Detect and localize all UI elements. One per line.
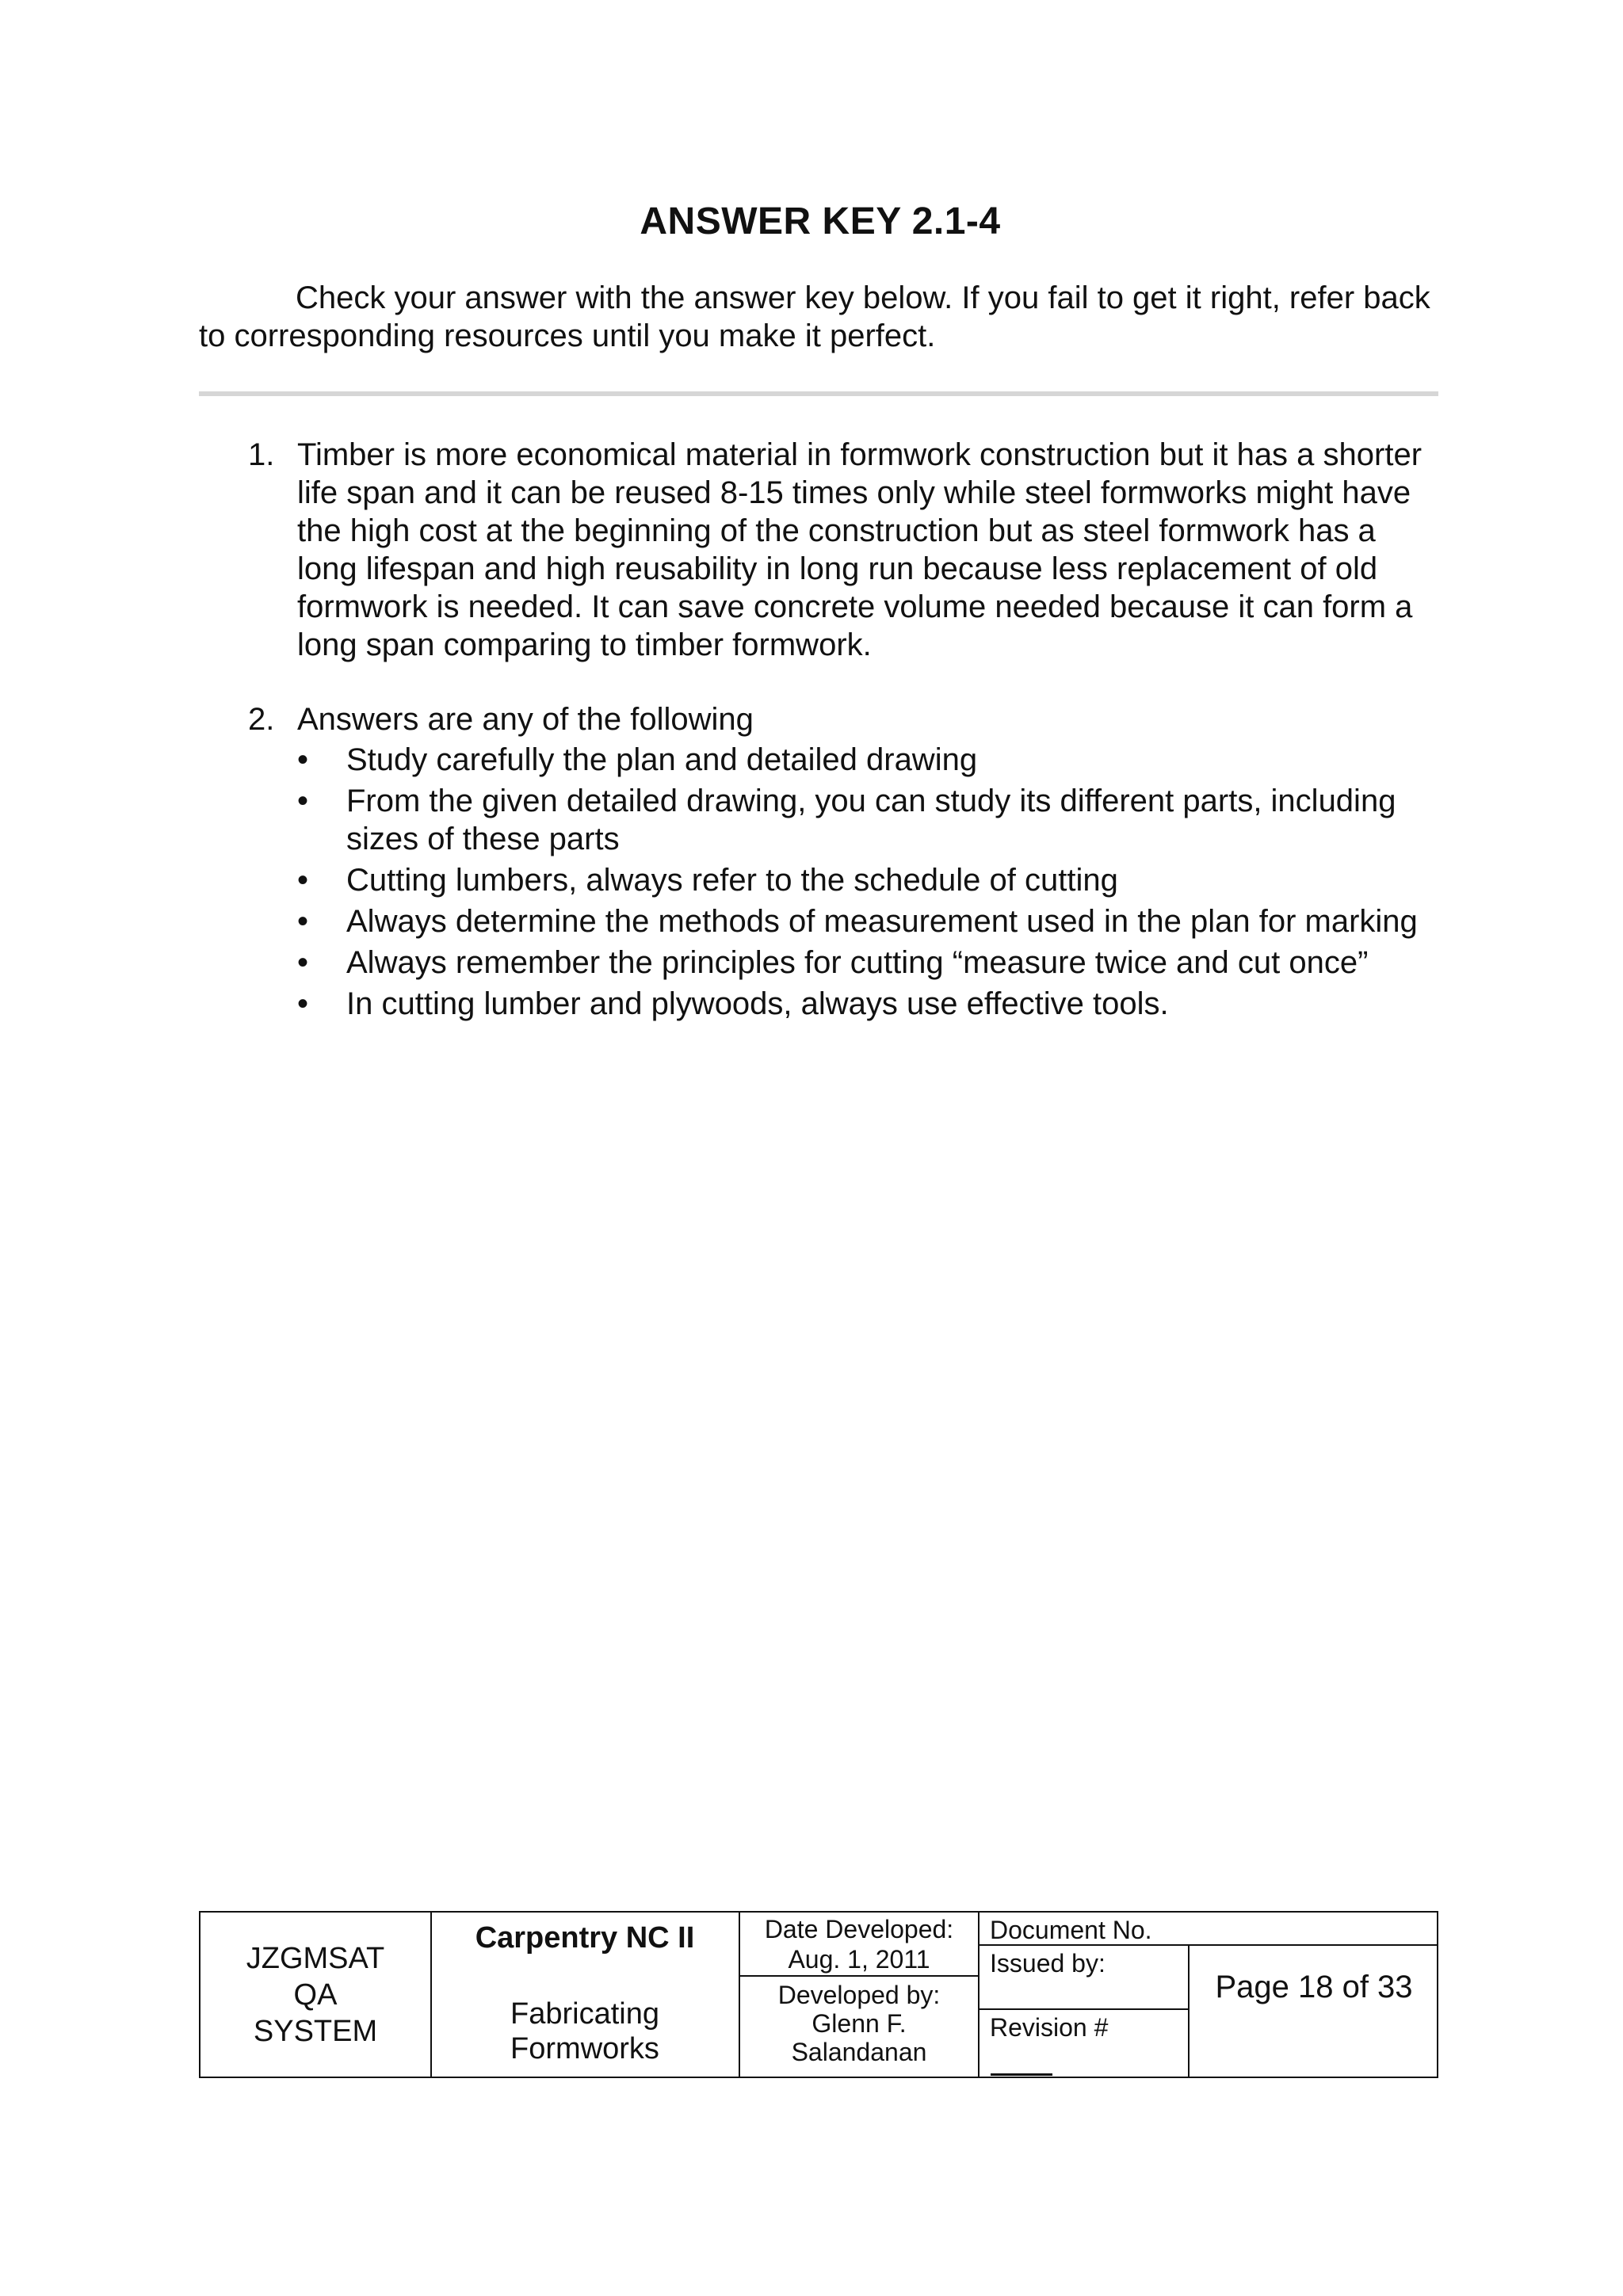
bullet-icon: • bbox=[297, 904, 309, 939]
bullet-item bbox=[297, 985, 1435, 1023]
footer-divider bbox=[1188, 1944, 1190, 2077]
module-line: Fabricating bbox=[510, 1997, 659, 2031]
bullet-item bbox=[297, 944, 1435, 982]
bullet-item bbox=[297, 902, 1435, 940]
answer-text: Timber is more economical material in formwork construction but it has a shorter life span and it can be reused 8-15 times only while steel formworks might have the high cost at the beginning of the construction but as steel formwork has a long lifespan and high reusability in long run because less replacement of old formwork is needed. It can save concrete volume needed because it can form a long span comparing to timber formwork. bbox=[297, 437, 1423, 662]
answer-list bbox=[199, 436, 1435, 1026]
answer-number: 2. bbox=[248, 702, 275, 737]
org-line: QA bbox=[293, 1978, 338, 2012]
bullet-icon: • bbox=[297, 945, 309, 980]
module-line: Formworks bbox=[510, 2032, 659, 2065]
bullet-text: From the given detailed drawing, you can study its different parts, including sizes of these parts bbox=[346, 784, 1396, 856]
date-value: Aug. 1, 2011 bbox=[788, 1945, 930, 1974]
bullet-icon: • bbox=[297, 863, 309, 898]
bullet-list bbox=[297, 741, 1435, 1023]
issued-by-label: Issued by: bbox=[990, 1949, 1106, 1978]
answer-text: Answers are any of the following bbox=[297, 702, 754, 737]
bullet-text: In cutting lumber and plywoods, always use effective tools. bbox=[346, 986, 1169, 1021]
bullet-icon: • bbox=[297, 784, 309, 818]
answer-item-2 bbox=[199, 700, 1435, 1023]
org-line: JZGMSAT bbox=[246, 1941, 385, 1975]
footer-divider bbox=[978, 1913, 980, 2077]
revision-label: Revision # bbox=[990, 2013, 1109, 2042]
footer-org bbox=[200, 1913, 430, 2077]
developer-line: Salandanan bbox=[791, 2038, 927, 2066]
developer-line: Glenn F. bbox=[812, 2009, 907, 2038]
footer-table bbox=[199, 1911, 1438, 2078]
document-no-label: Document No. bbox=[990, 1916, 1152, 1944]
bullet-text: Cutting lumbers, always refer to the schedule of cutting bbox=[346, 863, 1118, 898]
footer-date bbox=[740, 1914, 978, 1974]
bullet-text: Always determine the methods of measurement used in the plan for marking bbox=[346, 904, 1418, 939]
bullet-icon: • bbox=[297, 986, 309, 1021]
bullet-text: Study carefully the plan and detailed drawing bbox=[346, 742, 978, 777]
answer-item-1 bbox=[199, 436, 1435, 664]
revision-blank-line bbox=[991, 2073, 1052, 2076]
footer-course: Carpentry NC II bbox=[475, 1921, 695, 1955]
answer-number: 1. bbox=[248, 437, 275, 472]
org-line: SYSTEM bbox=[253, 2014, 378, 2048]
divider-line bbox=[199, 391, 1438, 396]
date-label: Date Developed: bbox=[764, 1915, 954, 1943]
intro-paragraph: Check your answer with the answer key below. If you fail to get it right, refer back to corresponding resources until you make it perfect. bbox=[199, 280, 1430, 353]
page-title: ANSWER KEY 2.1-4 bbox=[640, 200, 1001, 242]
bullet-item bbox=[297, 741, 1435, 779]
footer-module bbox=[432, 1997, 738, 2066]
bullet-item bbox=[297, 861, 1435, 899]
footer-developer bbox=[740, 1981, 978, 2066]
footer-divider bbox=[978, 2008, 1188, 2010]
bullet-icon: • bbox=[297, 742, 309, 777]
developed-label: Developed by: bbox=[777, 1981, 941, 2009]
bullet-text: Always remember the principles for cutting “measure twice and cut once” bbox=[346, 945, 1369, 980]
footer-divider bbox=[739, 1975, 978, 1977]
bullet-item bbox=[297, 782, 1435, 858]
page-number: Page 18 of 33 bbox=[1215, 1970, 1413, 2004]
